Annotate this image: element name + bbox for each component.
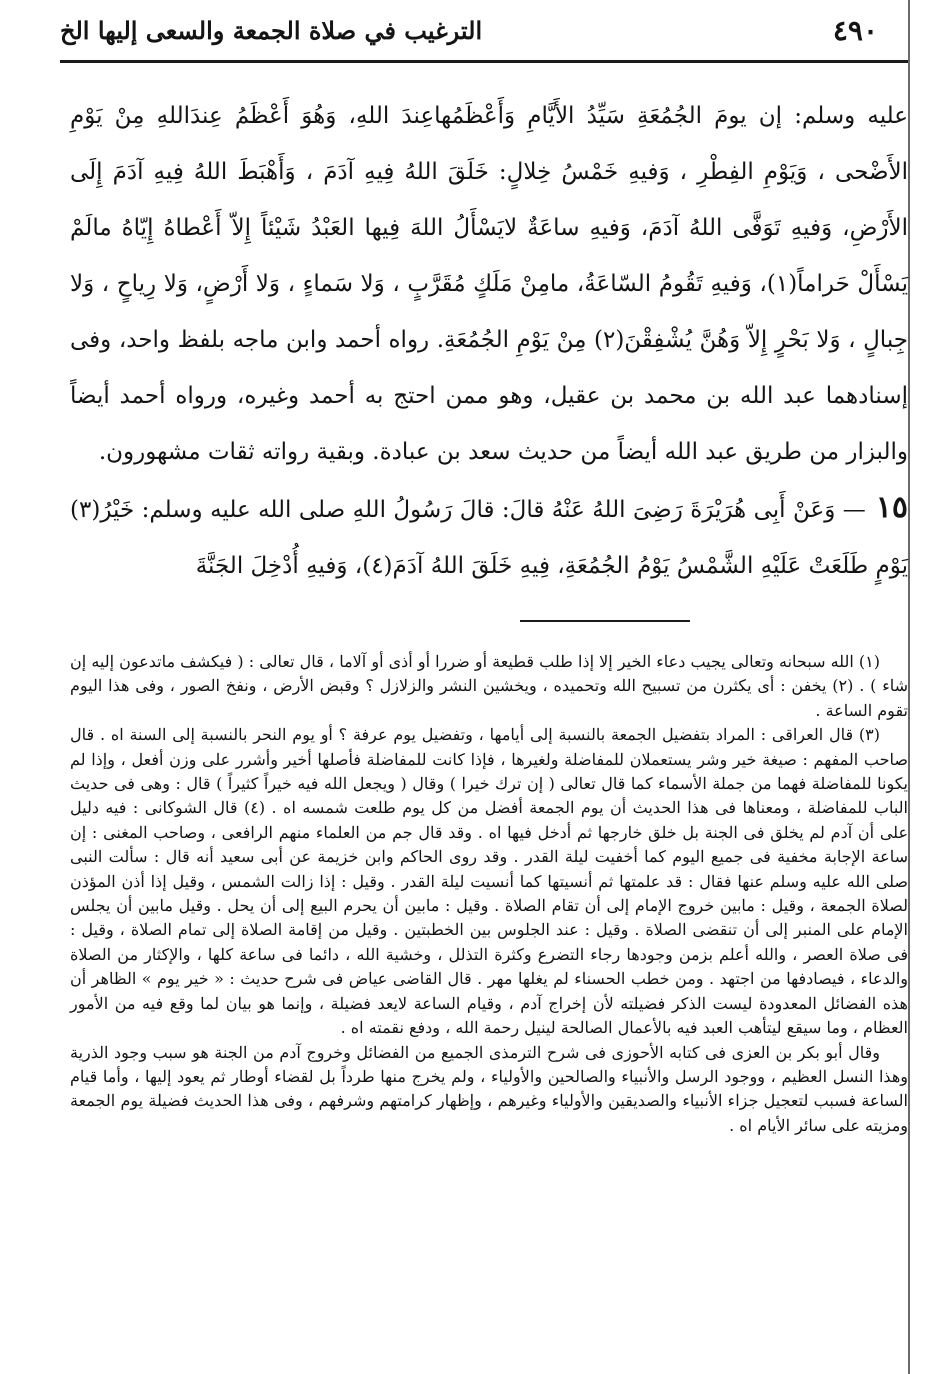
main-text-block — [70, 88, 908, 480]
hadith-block — [70, 480, 908, 594]
main-paragraph: عليه وسلم: إن يومَ الجُمُعَةِ سَيِّدُ الأَيَّامِ وَأَعْظَمُهاعِندَ اللهِ، وَهُوَ أَعْظَمُ عِندَاللهِ مِنْ يَوْمِ الأَضْحى ، وَيَوْمِ الفِطْرِ ، وَفيهِ خَمْسُ خِلالٍ: خَلَقَ اللهُ فِيهِ آدَمَ ، وَأَهْبَطَ اللهُ فِيهِ آدَمَ إِلَى الأَرْضِ، وَفيهِ تَوَفَّى اللهُ آدَمَ، وَفيهِ ساعَةٌ لايَسْأَلُ اللهَ فِيها العَبْدُ شَيْئاً إِلاّ أَعْطاهُ إِيّاهُ مالَمْ يَسْأَلْ حَراماً(١)، وَفيهِ تَقُومُ السّاعَةُ، مامِنْ مَلَكٍ مُقَرَّبٍ ، وَلا سَماءٍ ، وَلا أَرْضٍ، وَلا رِياحٍ ، وَلا جِبالٍ ، وَلا بَحْرٍ إِلاّ وَهُنَّ يُشْفِقْنَ(٢) مِنْ يَوْمِ الجُمُعَةِ. رواه أحمد وابن ماجه بلفظ واحد، وفى إسنادهما عبد الله بن محمد بن عقيل، وهو ممن احتج به أحمد وغيره، ورواه أحمد أيضاً والبزار من طريق عبد الله أيضاً من حديث سعد بن عبادة. وبقية رواته ثقات مشهورون. — [70, 103, 908, 465]
page-edge-line — [908, 0, 910, 1374]
footnote-divider — [520, 620, 690, 622]
running-title: الترغيب في صلاة الجمعة والسعى إليها الخ — [60, 16, 483, 45]
hadith-number: ١٥ — [875, 490, 908, 525]
page-number: ٤٩٠ — [832, 14, 878, 47]
footnote-paragraph: (١) الله سبحانه وتعالى يجيب دعاء الخير إلا إذا طلب قطيعة أو ضررا أو أذى أو آلاما ، قال تعالى : ( فيكشف ماتدعون إليه إن شاء ) . (٢) يخفن : أى يكثرن من تسبيح الله وتحميده ، ويخشين النشر والزلازل ؟ وقبض الأرض ، ونفخ الصور ، وفى هذا اليوم تقوم الساعة . — [70, 652, 909, 720]
footnote-paragraph: (٣) قال العراقى : المراد بتفضيل الجمعة بالنسبة إلى أيامها ، وتفضيل يوم عرفة ؟ أو يوم النحر بالنسبة إلى السنة اه . قال صاحب المفهم : صيغة خير وشر يستعملان للمفاضلة ولغيرها ، فإذا كانت للمفاضلة فأصلها أخير وأشرر على وزن أفعل ، وإذا لم يكونا للمفاضلة فهما من جملة الأسماء كما قال تعالى ( إن ترك خيرا ) وقال ( ويجعل الله فيه خيراً كثيراً ) قال : وهى فى حديث الباب للمفاضلة ، ومعناها فى هذا الحديث أن يوم الجمعة أفضل من كل يوم طلعت شمسه اه . (٤) قال الشوكانى : فيه دليل على أن آدم لم يخلق فى الجنة بل خلق خارجها ثم أدخل فيها اه . وقد قال جم من العلماء منهم الرافعى ، وصاحب المغنى : إن ساعة الإجابة مخفية فى جميع اليوم كما أخفيت ليلة القدر . وقد روى الحاكم وابن خزيمة عن أبى سعيد أنه قال : سألت النبى صلى الله عليه وسلم عنها فقال : قد علمتها ثم أنسيتها كما أنسيت ليلة القدر . وقيل : إذا زالت الشمس ، وقيل إذا أذن المؤذن لصلاة الجمعة ، وقيل : مابين خروج الإمام إلى أن تقام الصلاة . وقيل : مابين أن يحرم البيع إلى أن يحل . وقيل مابين أن يجلس الإمام على المنبر إلى أن تنقضى الصلاة . وقيل : عند الجلوس بين الخطبتين . وقيل من إقامة الصلاة إلى تمام الصلاة ، وقيل : فى صلاة العصر ، والله أعلم بزمن وجودها رجاء التضرع وكثرة التذلل ، وخشية الله ، دائما فى ساعة كلها ، والإكثار من الصلاة والدعاء ، فيصادفها من اجتهد . ومن خطب الحسناء لم يغلها مهر . قال القاضى عياض فى شرح حديث : « خير يوم » الظاهر أن هذه الفضائل المعدودة ليست الذكر فضيلته لأن إخراج آدم ، وقيام الساعة لايعد فضيلة ، وإنما هو بيان لما وقع فيه من الأمور العظام ، وما سيقع ليتأهب العبد فيه بالأعمال الصالحة لينيل رحمة الله ، ودفع نقمته اه . — [70, 725, 909, 1038]
page-header — [60, 8, 908, 56]
footnote-paragraph: وقال أبو بكر بن العزى فى كتابه الأحوزى فى شرح الترمذى الجميع من الفضائل وخروج آدم من الجنة هو سبب وجود الذرية وهذا النسل العظيم ، ووجود الرسل والأنبياء والصالحين والأولياء ، ولم يخرج منها طرداً بل لقضاء أوطار ثم يعود إليها ، وأما قيام الساعة فسبب لتعجيل جزاء الأنبياء والصديقين والأولياء وغيرهم ، وإظهار كرامتهم وشرفهم ، وفى هذا الحديث فضيلة يوم الجمعة ومزيته على سائر الأيام اه . — [70, 1042, 908, 1135]
hadith-text: — وَعَنْ أَبِى هُرَيْرَةَ رَضِىَ اللهُ عَنْهُ قالَ: قالَ رَسُولُ اللهِ صلى الله عليه وسلم: خَيْرُ(٣) يَوْمٍ طَلَعَتْ عَلَيْهِ الشَّمْسُ يَوْمُ الجُمُعَةِ، فِيهِ خَلَقَ اللهُ آدَمَ(٤)، وَفيهِ أُدْخِلَ الجَنَّةَ — [70, 497, 908, 579]
header-divider — [60, 60, 908, 63]
footnotes-block — [70, 650, 908, 1138]
hadith-paragraph — [70, 480, 908, 594]
